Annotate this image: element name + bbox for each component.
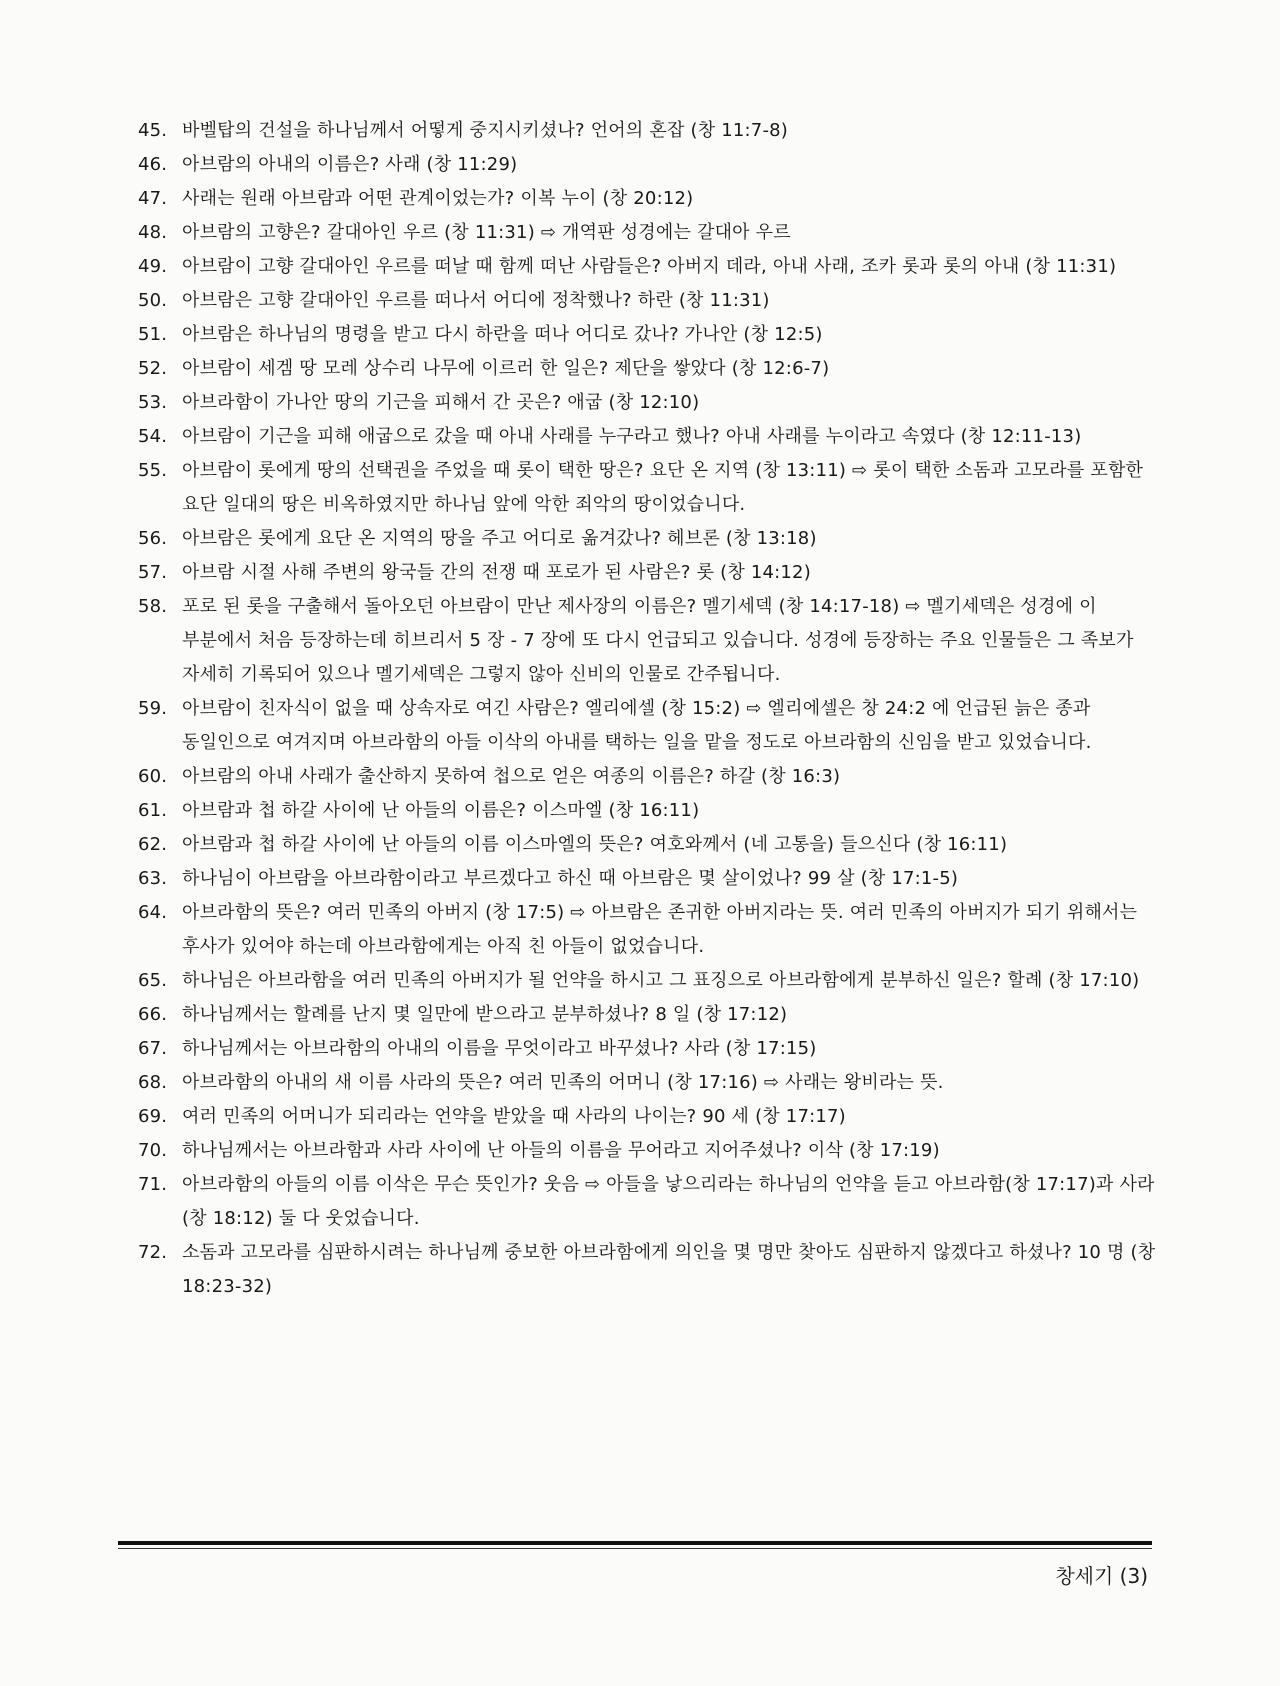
question-item <box>138 318 1158 352</box>
question-text: 하나님께서는 아브라함의 아내의 이름을 무엇이라고 바꾸셨나? 사라 (창 17:15) <box>182 1038 817 1059</box>
question-number: 67. <box>138 1038 168 1059</box>
question-number: 47. <box>138 188 168 209</box>
question-text: 아브람과 첩 하갈 사이에 난 아들의 이름은? 이스마엘 (창 16:11) <box>182 800 700 821</box>
question-item <box>138 1066 1158 1100</box>
question-item <box>138 250 1158 284</box>
question-number: 58. <box>138 596 168 617</box>
question-text: 아브라함의 아들의 이름 이삭은 무슨 뜻인가? 웃음 ⇨ 아들을 낳으리라는 하나님의 언약을 듣고 아브라함(창 17:17)과 사라(창 18:12) 둘 다 웃었습니다. <box>182 1174 1155 1229</box>
question-text: 아브람의 아내 사래가 출산하지 못하여 첩으로 얻은 여종의 이름은? 하갈 (창 16:3) <box>182 766 841 787</box>
question-text: 아브람은 하나님의 명령을 받고 다시 하란을 떠나 어디로 갔나? 가나안 (창 12:5) <box>182 324 823 345</box>
question-item <box>138 114 1158 148</box>
question-item <box>138 522 1158 556</box>
question-text: 하나님께서는 할례를 난지 몇 일만에 받으라고 분부하셨나? 8 일 (창 17:12) <box>182 1004 788 1025</box>
question-item <box>138 420 1158 454</box>
footer-divider <box>118 1541 1152 1545</box>
question-number: 45. <box>138 120 168 141</box>
question-item <box>138 284 1158 318</box>
question-number: 49. <box>138 256 168 277</box>
question-text: 아브람 시절 사해 주변의 왕국들 간의 전쟁 때 포로가 된 사람은? 롯 (창 14:12) <box>182 562 811 583</box>
question-text: 아브람은 고향 갈대아인 우르를 떠나서 어디에 정착했나? 하란 (창 11:31) <box>182 290 770 311</box>
question-number: 61. <box>138 800 168 821</box>
question-number: 64. <box>138 902 168 923</box>
question-number: 50. <box>138 290 168 311</box>
question-number: 57. <box>138 562 168 583</box>
question-text: 아브람이 고향 갈대아인 우르를 떠날 때 함께 떠난 사람들은? 아버지 데라, 아내 사래, 조카 롯과 롯의 아내 (창 11:31) <box>182 256 1117 277</box>
question-number: 52. <box>138 358 168 379</box>
question-item <box>138 556 1158 590</box>
question-text: 아브라함의 뜻은? 여러 민족의 아버지 (창 17:5) ⇨ 아브람은 존귀한 아버지라는 뜻. 여러 민족의 아버지가 되기 위해서는 후사가 있어야 하는데 아브라함에게는 아직 친 아들이 없었습니다. <box>182 902 1138 957</box>
question-text: 아브람과 첩 하갈 사이에 난 아들의 이름 이스마엘의 뜻은? 여호와께서 (네 고통을) 들으신다 (창 16:11) <box>182 834 1008 855</box>
question-text: 하나님이 아브람을 아브라함이라고 부르겠다고 하신 때 아브람은 몇 살이었나? 99 살 (창 17:1-5) <box>182 868 959 889</box>
question-number: 48. <box>138 222 168 243</box>
question-number: 70. <box>138 1140 168 1161</box>
question-text: 하나님은 아브라함을 여러 민족의 아버지가 될 언약을 하시고 그 표징으로 아브라함에게 분부하신 일은? 할례 (창 17:10) <box>182 970 1140 991</box>
question-number: 65. <box>138 970 168 991</box>
footer-divider-thin <box>118 1548 1152 1549</box>
question-text: 아브람이 세겜 땅 모레 상수리 나무에 이르러 한 일은? 제단을 쌓았다 (창 12:6-7) <box>182 358 830 379</box>
question-number: 69. <box>138 1106 168 1127</box>
question-text: 아브람이 롯에게 땅의 선택권을 주었을 때 롯이 택한 땅은? 요단 온 지역 (창 13:11) ⇨ 롯이 택한 소돔과 고모라를 포함한 요단 일대의 땅은 비옥하였지만 하나님 앞에 악한 죄악의 땅이었습니다. <box>182 460 1144 515</box>
question-text: 사래는 원래 아브람과 어떤 관계이었는가? 이복 누이 (창 20:12) <box>182 188 694 209</box>
question-number: 63. <box>138 868 168 889</box>
question-item <box>138 1100 1158 1134</box>
question-number: 56. <box>138 528 168 549</box>
question-number: 46. <box>138 154 168 175</box>
question-item <box>138 896 1158 964</box>
question-text: 아브람의 고향은? 갈대아인 우르 (창 11:31) ⇨ 개역판 성경에는 갈대아 우르 <box>182 222 791 243</box>
question-text: 바벨탑의 건설을 하나님께서 어떻게 중지시키셨나? 언어의 혼잡 (창 11:7-8) <box>182 120 789 141</box>
question-text: 하나님께서는 아브라함과 사라 사이에 난 아들의 이름을 무어라고 지어주셨나? 이삭 (창 17:19) <box>182 1140 940 1161</box>
question-number: 68. <box>138 1072 168 1093</box>
question-item <box>138 760 1158 794</box>
question-item <box>138 828 1158 862</box>
question-text: 소돔과 고모라를 심판하시려는 하나님께 중보한 아브라함에게 의인을 몇 명만 찾아도 심판하지 않겠다고 하셨나? 10 명 (창 18:23-32) <box>182 1242 1156 1297</box>
question-item <box>138 352 1158 386</box>
page-footer: 창세기 (3) <box>1055 1564 1148 1588</box>
question-item <box>138 148 1158 182</box>
question-item <box>138 1236 1158 1304</box>
question-number: 72. <box>138 1242 168 1263</box>
question-item <box>138 386 1158 420</box>
question-text: 아브람이 기근을 피해 애굽으로 갔을 때 아내 사래를 누구라고 했나? 아내 사래를 누이라고 속였다 (창 12:11-13) <box>182 426 1082 447</box>
question-item <box>138 1134 1158 1168</box>
question-number: 66. <box>138 1004 168 1025</box>
question-text: 포로 된 롯을 구출해서 돌아오던 아브람이 만난 제사장의 이름은? 멜기세덱 (창 14:17-18) ⇨ 멜기세덱은 성경에 이 부분에서 처음 등장하는데 히브리서 5 장 - 7 장에 또 다시 언급되고 있습니다. 성경에 등장하는 주요 인물들은 그 족보가 자세히 기록되어 있으나 멜기세덱은 그렇지 않아 신비의 인물로 간주됩니다. <box>182 596 1134 685</box>
question-text: 여러 민족의 어머니가 되리라는 언약을 받았을 때 사라의 나이는? 90 세 (창 17:17) <box>182 1106 846 1127</box>
question-item <box>138 998 1158 1032</box>
question-number: 71. <box>138 1174 168 1195</box>
question-item <box>138 1032 1158 1066</box>
question-item <box>138 964 1158 998</box>
question-item <box>138 454 1158 522</box>
question-number: 54. <box>138 426 168 447</box>
question-number: 59. <box>138 698 168 719</box>
question-number: 53. <box>138 392 168 413</box>
question-text: 아브람은 롯에게 요단 온 지역의 땅을 주고 어디로 옮겨갔나? 헤브론 (창 13:18) <box>182 528 817 549</box>
question-item <box>138 1168 1158 1236</box>
question-text: 아브람의 아내의 이름은? 사래 (창 11:29) <box>182 154 518 175</box>
question-number: 60. <box>138 766 168 787</box>
question-item <box>138 862 1158 896</box>
question-item <box>138 692 1158 760</box>
question-number: 62. <box>138 834 168 855</box>
question-text: 아브라함의 아내의 새 이름 사라의 뜻은? 여러 민족의 어머니 (창 17:16) ⇨ 사래는 왕비라는 뜻. <box>182 1072 944 1093</box>
question-item <box>138 590 1158 692</box>
question-number: 55. <box>138 460 168 481</box>
question-item <box>138 794 1158 828</box>
question-item <box>138 182 1158 216</box>
question-number: 51. <box>138 324 168 345</box>
question-item <box>138 216 1158 250</box>
question-list <box>138 114 1158 1304</box>
question-text: 아브라함이 가나안 땅의 기근을 피해서 간 곳은? 애굽 (창 12:10) <box>182 392 700 413</box>
question-text: 아브람이 친자식이 없을 때 상속자로 여긴 사람은? 엘리에셀 (창 15:2) ⇨ 엘리에셀은 창 24:2 에 언급된 늙은 종과 동일인으로 여겨지며 아브라함의 아들 이삭의 아내를 택하는 일을 맡을 정도로 아브라함의 신임을 받고 있었습니다. <box>182 698 1092 753</box>
